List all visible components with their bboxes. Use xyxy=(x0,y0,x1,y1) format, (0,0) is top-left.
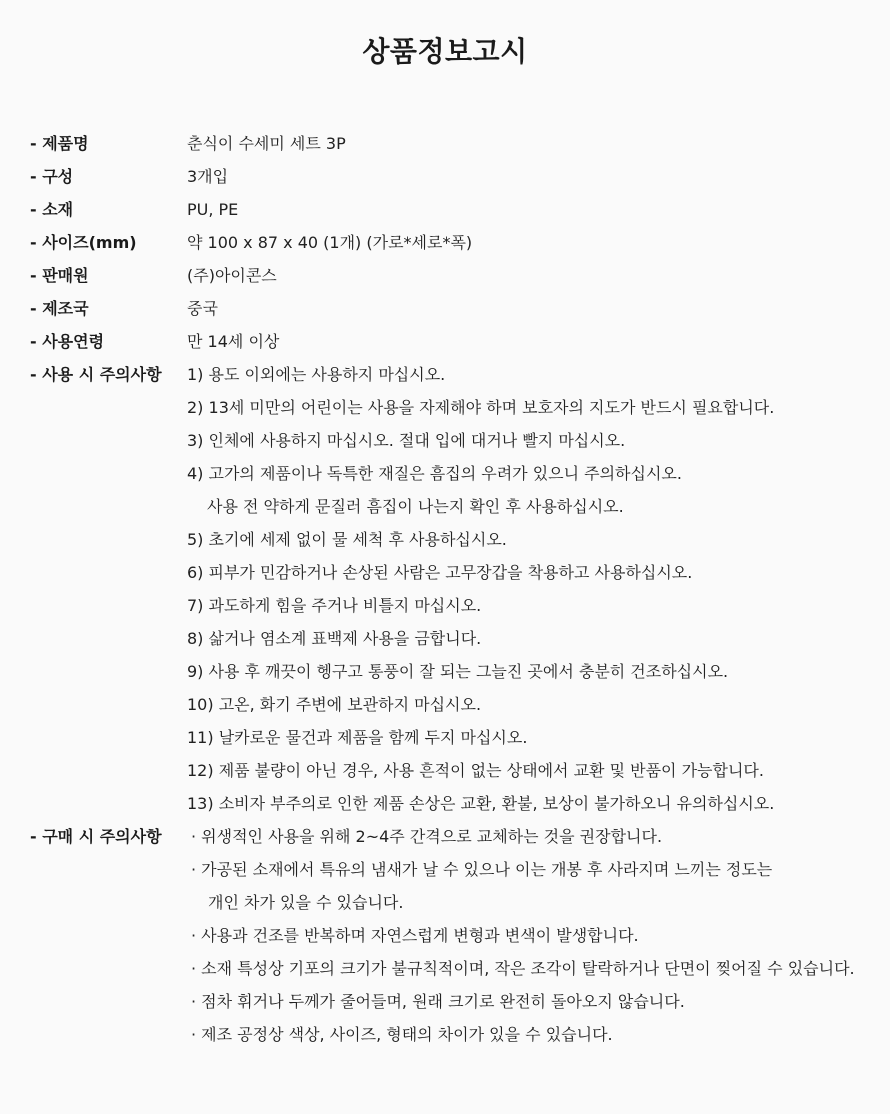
row-composition xyxy=(30,160,870,193)
usage-cautions-list xyxy=(187,358,870,820)
purchase-line: · 사용과 건조를 반복하며 자연스럽게 변형과 변색이 발생합니다. xyxy=(191,926,639,945)
row-purchase-cautions xyxy=(30,820,870,1051)
purchase-line-continuation: 개인 차가 있을 수 있습니다. xyxy=(208,893,404,912)
usage-line: 4) 고가의 제품이나 독특한 재질은 흠집의 우려가 있으니 주의하십시오. xyxy=(187,464,682,483)
label-product-name: - 제품명 xyxy=(30,134,89,153)
page-title: 상품정보고시 xyxy=(362,35,528,68)
label-usage-cautions: - 사용 시 주의사항 xyxy=(30,365,162,384)
row-material xyxy=(30,193,870,226)
purchase-line: · 위생적인 사용을 위해 2~4주 간격으로 교체하는 것을 권장합니다. xyxy=(191,827,663,846)
label-size: - 사이즈(mm) xyxy=(30,233,137,252)
label-material: - 소재 xyxy=(30,200,74,219)
usage-line: 7) 과도하게 힘을 주거나 비틀지 마십시오. xyxy=(187,596,482,615)
label-seller: - 판매원 xyxy=(30,266,89,285)
usage-line: 12) 제품 불량이 아닌 경우, 사용 흔적이 없는 상태에서 교환 및 반품이 가능합니다. xyxy=(187,761,764,780)
row-size xyxy=(30,226,870,259)
usage-line: 8) 삶거나 염소계 표백제 사용을 금합니다. xyxy=(187,629,482,648)
usage-line: 10) 고온, 화기 주변에 보관하지 마십시오. xyxy=(187,695,482,714)
label-country: - 제조국 xyxy=(30,299,89,318)
value-country: 중국 xyxy=(187,299,218,318)
value-composition: 3개입 xyxy=(187,167,229,186)
purchase-line: · 가공된 소재에서 특유의 냄새가 날 수 있으나 이는 개봉 후 사라지며 느끼는 정도는 xyxy=(191,860,773,879)
row-age xyxy=(30,325,870,358)
usage-line: 1) 용도 이외에는 사용하지 마십시오. xyxy=(187,365,446,384)
row-product-name xyxy=(30,127,870,160)
purchase-cautions-list xyxy=(187,820,870,1051)
usage-line: 3) 인체에 사용하지 마십시오. 절대 입에 대거나 빨지 마십시오. xyxy=(187,431,626,450)
usage-line: 5) 초기에 세제 없이 물 세척 후 사용하십시오. xyxy=(187,530,507,549)
label-composition: - 구성 xyxy=(30,167,74,186)
purchase-line: · 제조 공정상 색상, 사이즈, 형태의 차이가 있을 수 있습니다. xyxy=(191,1025,613,1044)
row-usage-cautions xyxy=(30,358,870,820)
usage-line: 13) 소비자 부주의로 인한 제품 손상은 교환, 환불, 보상이 불가하오니 유의하십시오. xyxy=(187,794,775,813)
row-seller xyxy=(30,259,870,292)
usage-line: 2) 13세 미만의 어린이는 사용을 자제해야 하며 보호자의 지도가 반드시 필요합니다. xyxy=(187,398,775,417)
value-seller: (주)아이콘스 xyxy=(187,266,277,285)
usage-line: 11) 날카로운 물건과 제품을 함께 두지 마십시오. xyxy=(187,728,528,747)
value-age: 만 14세 이상 xyxy=(187,332,280,351)
label-age: - 사용연령 xyxy=(30,332,105,351)
usage-line-continuation: 사용 전 약하게 문질러 흠집이 나는지 확인 후 사용하십시오. xyxy=(207,497,624,516)
info-table xyxy=(30,127,870,1051)
value-material: PU, PE xyxy=(187,200,239,219)
usage-line: 9) 사용 후 깨끗이 헹구고 통풍이 잘 되는 그늘진 곳에서 충분히 건조하십시오. xyxy=(187,662,729,681)
value-product-name: 춘식이 수세미 세트 3P xyxy=(187,134,346,153)
value-size: 약 100 x 87 x 40 (1개) (가로*세로*폭) xyxy=(187,233,473,252)
purchase-line: · 점차 휘거나 두께가 줄어들며, 원래 크기로 완전히 돌아오지 않습니다. xyxy=(191,992,685,1011)
row-country xyxy=(30,292,870,325)
usage-line: 6) 피부가 민감하거나 손상된 사람은 고무장갑을 착용하고 사용하십시오. xyxy=(187,563,693,582)
label-purchase-cautions: - 구매 시 주의사항 xyxy=(30,827,162,846)
purchase-line: · 소재 특성상 기포의 크기가 불규칙적이며, 작은 조각이 탈락하거나 단면이 찢어질 수 있습니다. xyxy=(191,959,855,978)
